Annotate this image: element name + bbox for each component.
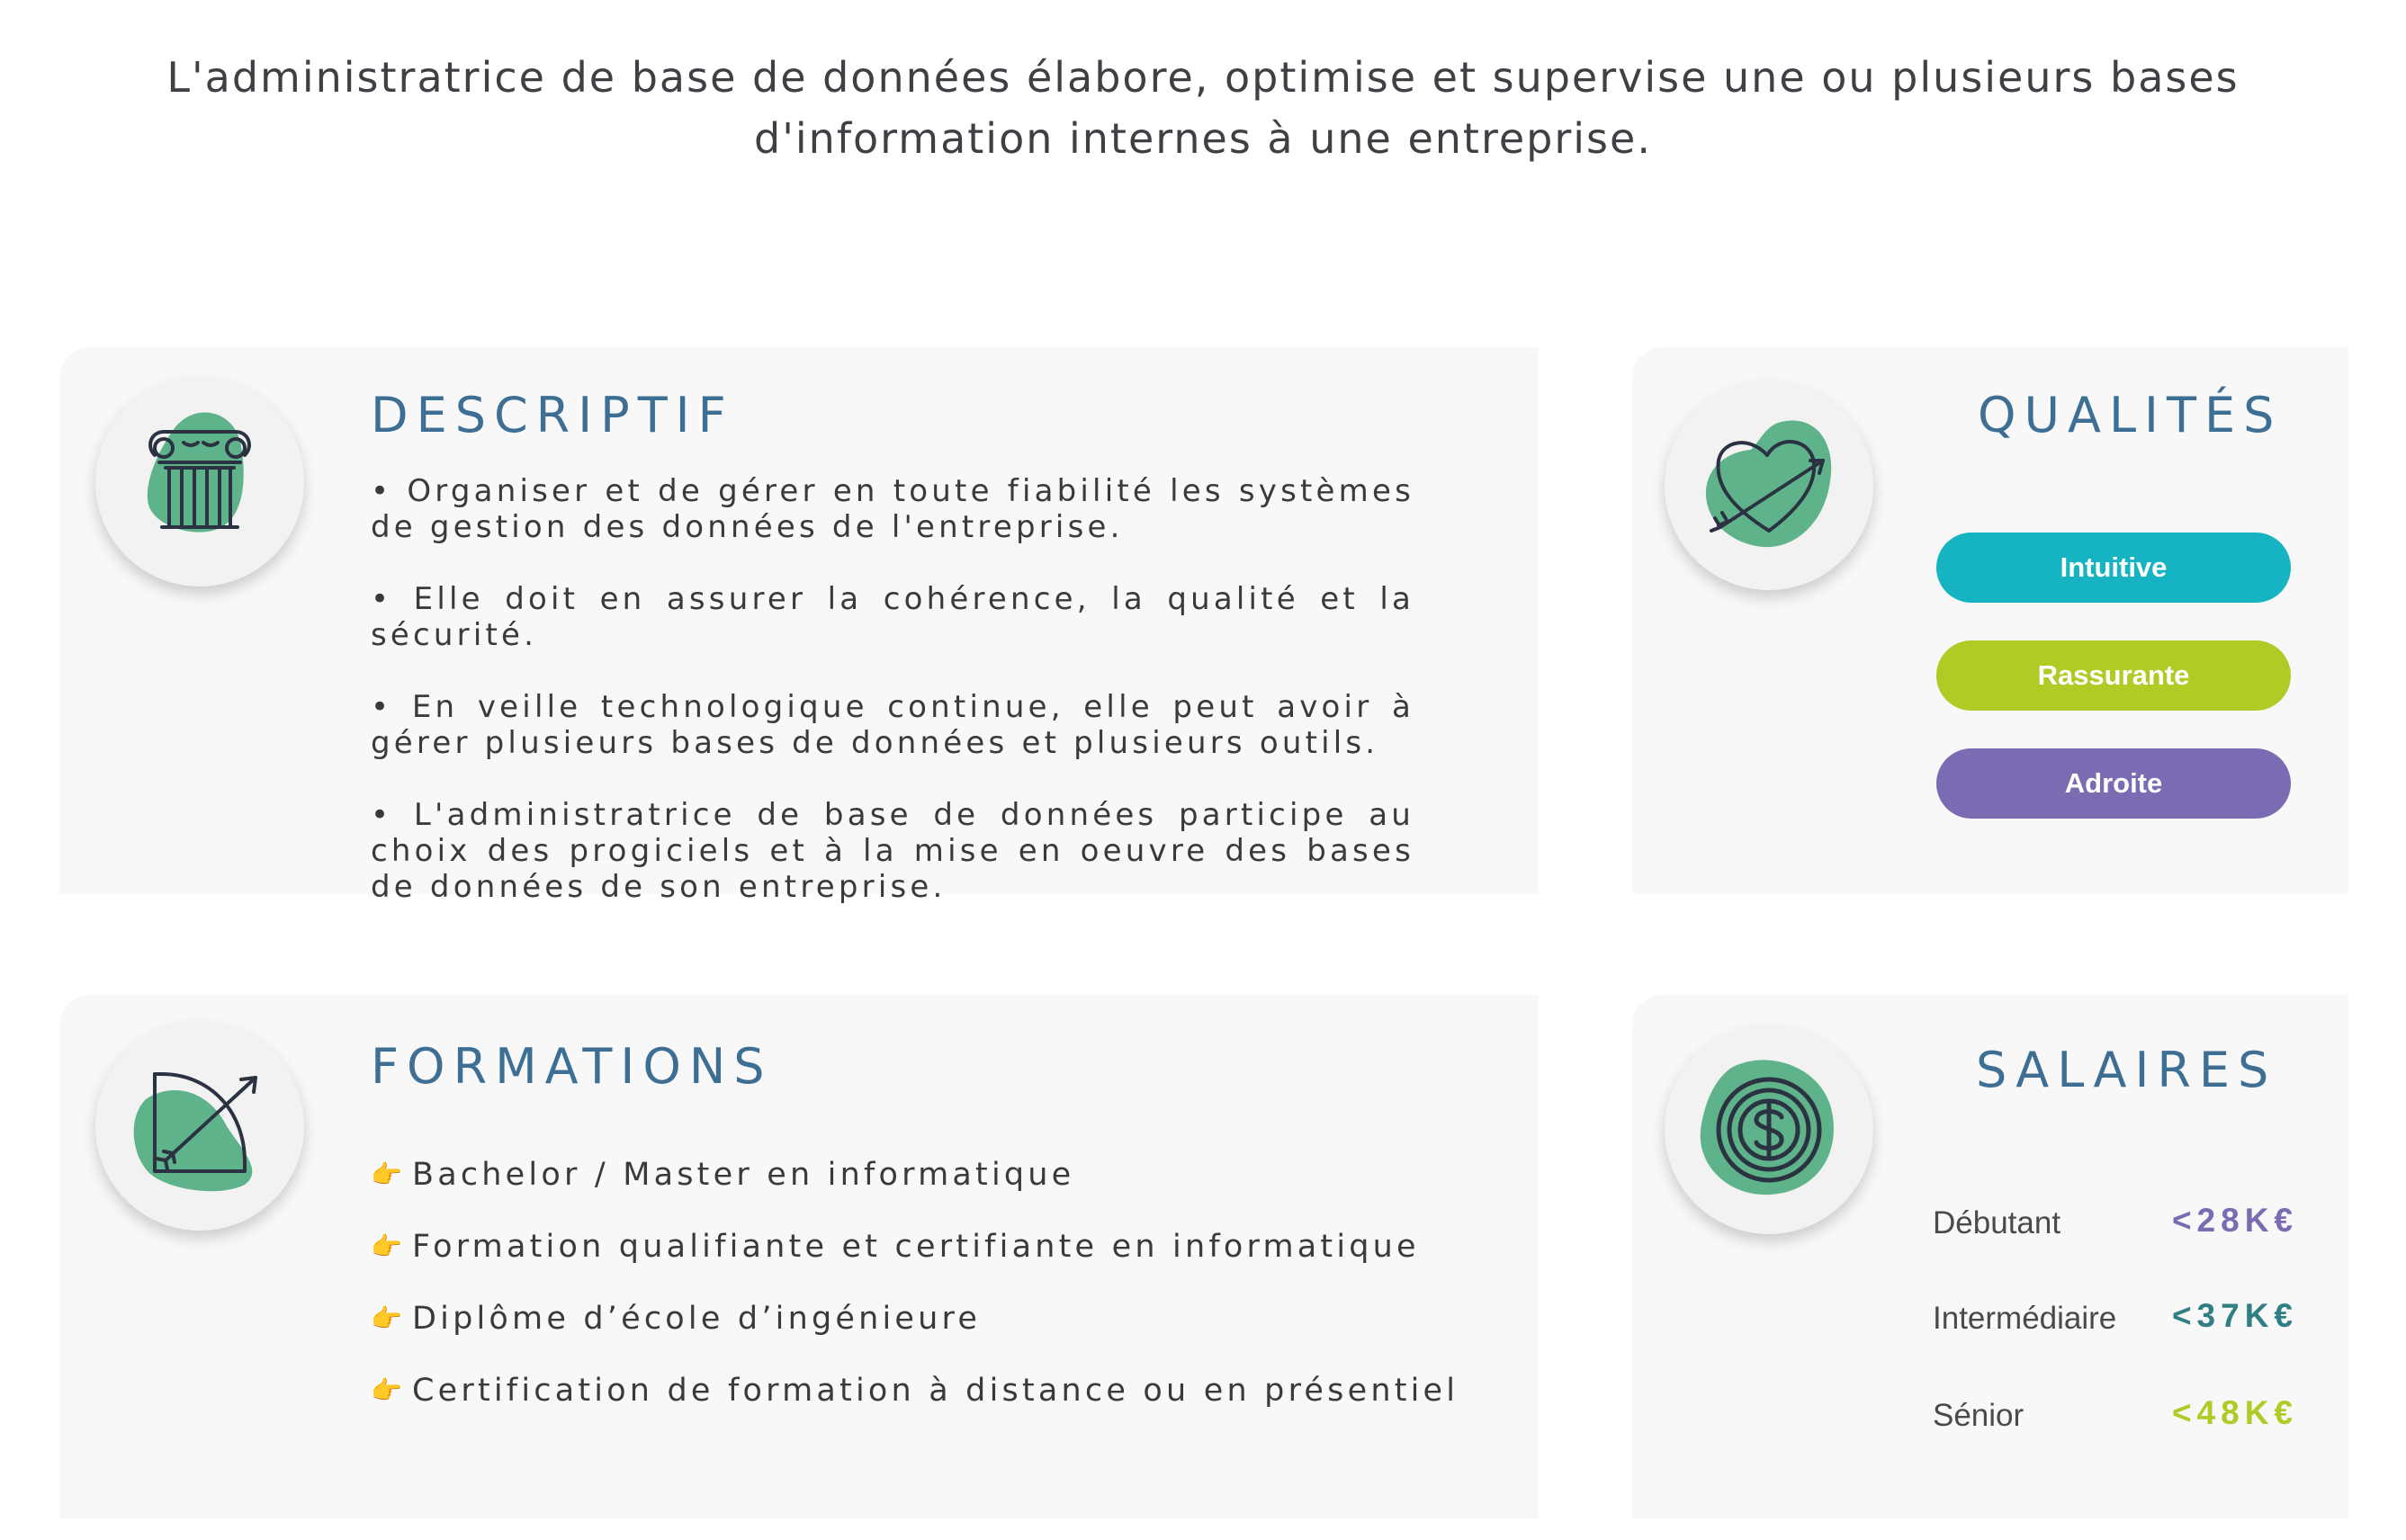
pointing-hand-icon: 👉 <box>371 1303 407 1333</box>
salary-label: Intermédiaire <box>1933 1301 2117 1336</box>
qualites-card <box>1632 347 2348 894</box>
bow-arrow-icon <box>95 1022 304 1231</box>
quality-pill-adroite: Adroite <box>1936 748 2291 819</box>
salary-value: <37K€ <box>2171 1297 2298 1334</box>
intro-text: L'administratrice de base de données élabore, optimise et supervise une ou plusieurs bases d'information internes à une entreprise. <box>166 53 2240 163</box>
pointing-hand-icon: 👉 <box>371 1231 407 1261</box>
descriptif-card <box>59 347 1539 905</box>
quality-pill-rassurante: Rassurante <box>1936 640 2291 711</box>
salary-label: Sénior <box>1933 1398 2024 1433</box>
quality-pill-intuitive: Intuitive <box>1936 533 2291 603</box>
descriptif-paragraph: • Elle doit en assurer la cohérence, la qualité et la sécurité. <box>371 581 1414 653</box>
descriptif-paragraph: • L'administratrice de base de données participe au choix des progiciels et à la mise en oeuvre des bases de données de son entreprise. <box>371 797 1414 905</box>
dollar-coin-icon <box>1665 1025 1873 1234</box>
descriptif-paragraph: • En veille technologique continue, elle peut avoir à gérer plusieurs bases de données et plusieurs outils. <box>371 689 1414 761</box>
salary-row-intermediaire <box>1933 1294 2298 1339</box>
descriptif-paragraph: • Organiser et de gérer en toute fiabilité les systèmes de gestion des données de l'entreprise. <box>371 473 1414 545</box>
formations-card <box>59 995 1539 1518</box>
pointing-hand-icon: 👉 <box>371 1159 407 1189</box>
list-item <box>371 1229 1486 1265</box>
salaires-title: SALAIRES <box>1976 1042 2277 1098</box>
salary-value: <28K€ <box>2171 1202 2298 1239</box>
list-item <box>371 1373 1486 1409</box>
formation-label: Formation qualifiante et certifiante en informatique <box>412 1229 1420 1265</box>
descriptif-title: DESCRIPTIF <box>371 387 734 443</box>
list-item <box>371 1157 1486 1193</box>
salary-value: <48K€ <box>2171 1394 2298 1431</box>
pointing-hand-icon: 👉 <box>371 1375 407 1405</box>
salary-row-debutant <box>1933 1198 2298 1243</box>
salaires-card <box>1632 995 2348 1518</box>
descriptif-text <box>371 473 1414 941</box>
formation-label: Diplôme d’école d’ingénieure <box>412 1301 982 1337</box>
formations-list <box>371 1157 1486 1445</box>
qualites-title: QUALITÉS <box>1978 387 2283 443</box>
formations-title: FORMATIONS <box>371 1038 773 1095</box>
salary-row-senior <box>1933 1391 2298 1436</box>
formation-label: Certification de formation à distance ou en présentiel <box>412 1373 1459 1409</box>
formation-label: Bachelor / Master en informatique <box>412 1157 1075 1193</box>
column-icon <box>95 378 304 586</box>
heart-arrow-icon <box>1665 381 1873 590</box>
salary-label: Débutant <box>1933 1205 2061 1240</box>
list-item <box>371 1301 1486 1337</box>
